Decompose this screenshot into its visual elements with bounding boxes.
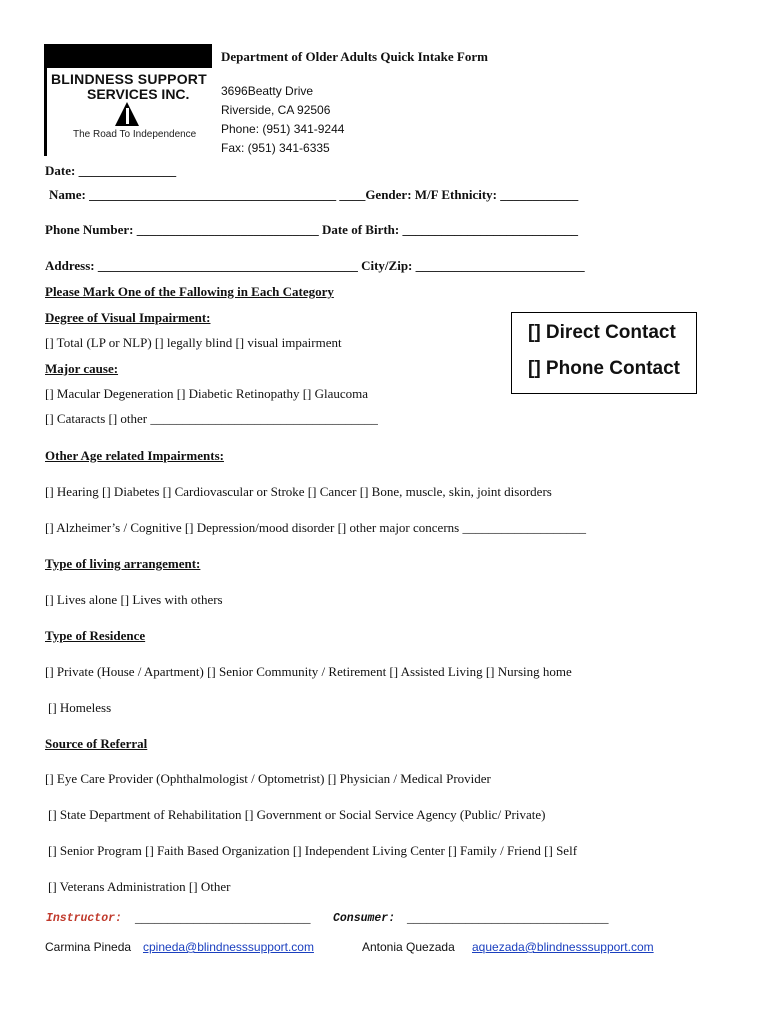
org-address-line-1: 3696Beatty Drive [221,84,314,98]
consumer-signature-line[interactable]: _______________________________ [407,910,609,925]
contact-1-name: Carmina Pineda [45,940,132,954]
residence-options-2[interactable]: [] Homeless [48,700,112,715]
contact-1-email-link[interactable]: cpineda@blindnesssupport.com [143,940,314,954]
living-arrangement-options[interactable]: [] Lives alone [] Lives with others [45,592,223,607]
instructor-label: Instructor: [46,912,122,925]
road-line-icon [126,108,129,124]
logo-line-1: BLINDNESS SUPPORT [51,71,207,87]
major-cause-heading: Major cause: [45,361,119,376]
address-cityzip-field[interactable]: Address: ________________________________________ City/Zip: __________________________ [45,258,585,273]
name-gender-ethnicity-field[interactable]: Name: ______________________________________ ____Gender: M/F Ethnicity: ____________ [49,187,579,202]
logo-body [44,68,212,156]
referral-options-2[interactable]: [] State Department of Rehabilitation [] Government or Social Service Agency (Public/ Private) [48,807,546,822]
instructor-signature-line[interactable]: ___________________________ [135,910,311,925]
referral-heading: Source of Referral [45,736,148,751]
direct-contact-option[interactable]: [] Direct Contact [528,322,676,343]
logo-tagline: The Road To Independence [73,129,197,140]
referral-options-1[interactable]: [] Eye Care Provider (Ophthalmologist / Optometrist) [] Physician / Medical Provider [45,771,491,786]
visual-impairment-options[interactable]: [] Total (LP or NLP) [] legally blind [] visual impairment [45,335,342,350]
age-impairments-options-1[interactable]: [] Hearing [] Diabetes [] Cardiovascular or Stroke [] Cancer [] Bone, muscle, skin, joint disorders [45,484,552,499]
residence-options-1[interactable]: [] Private (House / Apartment) [] Senior Community / Retirement [] Assisted Living [] Nursing home [45,664,572,679]
major-cause-options-2[interactable]: [] Cataracts [] other ___________________________________ [45,411,378,426]
residence-heading: Type of Residence [45,628,146,643]
instructions-heading: Please Mark One of the Fallowing in Each Category [45,284,334,299]
contact-type-box [511,312,697,394]
referral-options-3[interactable]: [] Senior Program [] Faith Based Organization [] Independent Living Center [] Family / Friend [] Self [48,843,578,858]
date-field[interactable]: Date: _______________ [45,163,177,178]
org-address-line-2: Riverside, CA 92506 [221,103,331,117]
age-impairments-heading: Other Age related Impairments: [45,448,224,463]
organization-logo [44,44,212,156]
consumer-label: Consumer: [333,912,396,925]
major-cause-options-1[interactable]: [] Macular Degeneration [] Diabetic Retinopathy [] Glaucoma [45,386,369,401]
referral-options-4[interactable]: [] Veterans Administration [] Other [48,879,231,894]
logo-top-bar [44,44,212,68]
visual-impairment-heading: Degree of Visual Impairment: [45,310,211,325]
living-arrangement-heading: Type of living arrangement: [45,556,201,571]
phone-contact-option[interactable]: [] Phone Contact [528,358,680,379]
age-impairments-options-2[interactable]: [] Alzheimer’s / Cognitive [] Depression/mood disorder [] other major concerns ___________________ [45,520,586,535]
logo-line-2: SERVICES INC. [87,86,190,102]
org-phone: Phone: (951) 341-9244 [221,122,345,136]
phone-dob-field[interactable]: Phone Number: ____________________________ Date of Birth: ___________________________ [45,222,578,237]
org-fax: Fax: (951) 341-6335 [221,141,330,155]
contact-2-email-link[interactable]: aquezada@blindnesssupport.com [472,940,654,954]
form-title: Department of Older Adults Quick Intake Form [221,49,488,64]
contact-2-name: Antonia Quezada [362,940,455,954]
